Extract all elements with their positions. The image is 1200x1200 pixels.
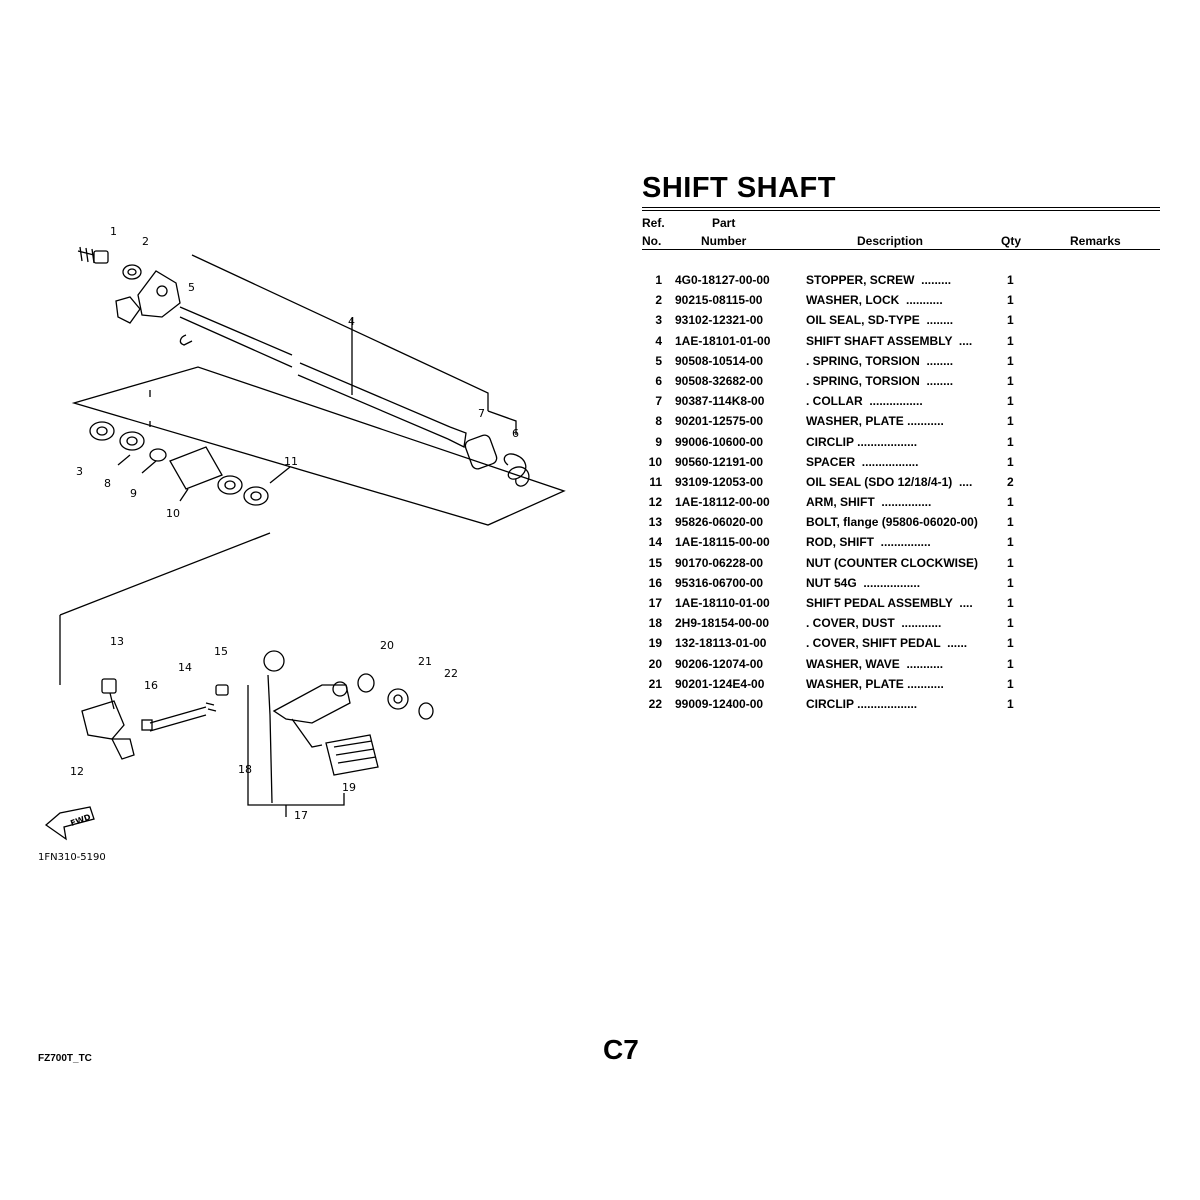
part-number-cell: 90201-124E4-00 [675, 676, 765, 691]
part-number-cell: 90170-06228-00 [675, 555, 764, 570]
qty-cell: 1 [1007, 676, 1014, 691]
callout-14: 14 [178, 661, 192, 674]
circlip-22-part [419, 703, 433, 719]
detail-frame-oilseal [74, 367, 564, 525]
counter-nut-part [216, 685, 228, 695]
callout-17: 17 [294, 809, 308, 822]
ref-no-cell: 7 [655, 394, 662, 409]
callout-5: 5 [188, 281, 195, 294]
fwd-label: FWD [69, 812, 92, 829]
table-row [642, 595, 1160, 615]
description-cell: . COLLAR ................ [806, 394, 923, 409]
assembly-bracket-4 [192, 255, 488, 411]
callout-9: 9 [130, 487, 137, 500]
header-number: Number [701, 234, 747, 248]
ref-no-cell: 15 [648, 555, 662, 570]
diagram-svg [30, 215, 590, 875]
header-rule [642, 249, 1160, 250]
qty-cell: 1 [1007, 555, 1014, 570]
page-title: SHIFT SHAFT [642, 172, 836, 204]
qty-cell: 1 [1007, 515, 1014, 530]
part-number-cell: 2H9-18154-00-00 [675, 616, 770, 631]
part-number-cell: 93102-12321-00 [675, 313, 764, 328]
description-cell: . SPRING, TORSION ........ [806, 353, 954, 368]
description-cell: OIL SEAL (SDO 12/18/4-1) .... [806, 474, 973, 489]
header-qty: Qty [1001, 234, 1022, 248]
shift-rod-part [150, 707, 206, 731]
description-cell: WASHER, PLATE ........... [806, 676, 944, 691]
part-number-cell: 1AE-18112-00-00 [675, 495, 770, 510]
description-cell: . COVER, DUST ............ [806, 616, 942, 631]
table-row [642, 413, 1160, 433]
shift-pedal-arm [274, 685, 350, 723]
part-number-cell: 90387-114K8-00 [675, 394, 765, 409]
description-cell: SHIFT SHAFT ASSEMBLY .... [806, 333, 973, 348]
ref-no-cell: 9 [655, 434, 662, 449]
part-number-cell: 1AE-18115-00-00 [675, 535, 770, 550]
table-row [642, 393, 1160, 413]
callout-15: 15 [214, 645, 228, 658]
page-number: C7 [603, 1034, 639, 1065]
table-row [642, 656, 1160, 676]
qty-cell: 1 [1007, 575, 1014, 590]
part-number-cell: 99009-12400-00 [675, 696, 764, 711]
part-number-cell: 132-18113-01-00 [675, 636, 767, 651]
table-row [642, 434, 1160, 454]
table-row [642, 575, 1160, 595]
ref-no-cell: 18 [648, 616, 662, 631]
callout-4: 4 [348, 315, 355, 328]
callout-22: 22 [444, 667, 458, 680]
table-row [642, 555, 1160, 575]
spacer-part [170, 447, 222, 489]
ref-no-cell: 1 [655, 273, 662, 287]
callout-8: 8 [104, 477, 111, 490]
part-number-cell: 4G0-18127-00-00 [675, 273, 770, 287]
table-row [642, 494, 1160, 514]
ref-no-cell: 12 [648, 495, 662, 510]
header-part: Part [712, 216, 736, 230]
ref-no-cell: 2 [655, 293, 662, 308]
qty-cell: 1 [1007, 656, 1014, 671]
table-row [642, 292, 1160, 312]
circlip-part [150, 449, 166, 461]
callout-1: 1 [110, 225, 117, 238]
description-cell: ROD, SHIFT ............... [806, 535, 931, 550]
description-cell: CIRCLIP .................. [806, 434, 918, 449]
description-cell: . COVER, SHIFT PEDAL ...... [806, 636, 968, 651]
wave-washer-part [358, 674, 374, 692]
qty-cell: 1 [1007, 636, 1014, 651]
torsion-spring-large [504, 454, 529, 486]
oil-seal-part [90, 422, 114, 440]
plate-washer-21-part [388, 689, 408, 709]
description-cell: ARM, SHIFT ............... [806, 495, 932, 510]
ref-no-cell: 11 [649, 474, 662, 489]
description-cell: STOPPER, SCREW ......... [806, 273, 952, 287]
qty-cell: 1 [1007, 616, 1014, 631]
torsion-spring-small [180, 335, 192, 345]
shaft-section-b [298, 363, 450, 439]
callout-21: 21 [418, 655, 432, 668]
qty-cell: 1 [1007, 313, 1014, 328]
qty-cell: 1 [1007, 535, 1014, 550]
table-row [642, 635, 1160, 655]
qty-cell: 1 [1007, 434, 1014, 449]
ref-no-cell: 13 [648, 515, 662, 530]
description-cell: . SPRING, TORSION ........ [806, 373, 954, 388]
description-cell: CIRCLIP .................. [806, 696, 918, 711]
part-number-cell: 90201-12575-00 [675, 414, 764, 429]
table-row [642, 333, 1160, 353]
ref-no-cell: 16 [648, 575, 662, 590]
shift-lever-plate [138, 271, 180, 317]
qty-cell: 1 [1007, 414, 1014, 429]
ref-no-cell: 6 [655, 373, 662, 388]
ref-no-cell: 5 [655, 353, 662, 368]
parts-table-body [642, 272, 1160, 716]
callout-16: 16 [144, 679, 158, 692]
model-code: FZ700T_TC [38, 1053, 92, 1064]
collar-part [464, 433, 499, 470]
plate-washer-part [120, 432, 144, 450]
callout-7: 7 [478, 407, 485, 420]
ref-no-cell: 17 [648, 596, 662, 610]
ref-no-cell: 8 [655, 414, 662, 429]
ref-no-cell: 10 [648, 454, 662, 469]
part-number-cell: 90206-12074-00 [675, 656, 764, 671]
table-row [642, 272, 1160, 292]
stopper-screw-head [94, 251, 108, 263]
table-row [642, 312, 1160, 332]
callout-11: 11 [284, 455, 298, 468]
part-number-cell: 1AE-18110-01-00 [675, 596, 770, 610]
shaft-section-a [180, 307, 292, 367]
header-ref: Ref. [642, 216, 665, 230]
callout-13: 13 [110, 635, 124, 648]
nut-54g-part [142, 720, 152, 730]
drawing-code: 1FN310-5190 [38, 852, 106, 863]
callout-10: 10 [166, 507, 180, 520]
qty-cell: 1 [1007, 293, 1014, 308]
qty-cell: 1 [1007, 394, 1014, 409]
description-cell: WASHER, LOCK ........... [806, 293, 943, 308]
part-number-cell: 99006-10600-00 [675, 434, 764, 449]
dust-cover-part [264, 651, 284, 671]
description-cell: SHIFT PEDAL ASSEMBLY .... [806, 596, 973, 610]
header-no: No. [642, 234, 662, 248]
part-number-cell: 90215-08115-00 [675, 293, 763, 308]
description-cell: NUT 54G ................. [806, 575, 921, 590]
qty-cell: 2 [1007, 474, 1014, 489]
qty-cell: 1 [1007, 454, 1014, 469]
qty-cell: 1 [1007, 596, 1014, 610]
callout-20: 20 [380, 639, 394, 652]
table-row [642, 615, 1160, 635]
title-rule [642, 207, 1160, 208]
ref-no-cell: 14 [648, 535, 662, 550]
part-number-cell: 95316-06700-00 [675, 575, 764, 590]
qty-cell: 1 [1007, 373, 1014, 388]
part-number-cell: 93109-12053-00 [675, 474, 764, 489]
part-number-cell: 1AE-18101-01-00 [675, 333, 771, 348]
description-cell: BOLT, flange (95806-06020-00) [806, 515, 978, 530]
qty-cell: 1 [1007, 353, 1014, 368]
ref-no-cell: 4 [655, 333, 662, 348]
part-number-cell: 95826-06020-00 [675, 515, 764, 530]
callout-3: 3 [76, 465, 83, 478]
shift-shaft-arm [116, 297, 140, 323]
qty-cell: 1 [1007, 495, 1014, 510]
title-rule-double [642, 210, 1160, 211]
ref-no-cell: 21 [648, 676, 662, 691]
shift-arm-part [82, 701, 124, 739]
callout-12: 12 [70, 765, 84, 778]
description-cell: OIL SEAL, SD-TYPE ........ [806, 313, 954, 328]
stopper-screw-part [78, 247, 94, 263]
header-remarks: Remarks [1070, 234, 1121, 248]
table-row [642, 454, 1160, 474]
qty-cell: 1 [1007, 696, 1014, 711]
table-row [642, 676, 1160, 696]
table-row [642, 514, 1160, 534]
description-cell: WASHER, WAVE ........... [806, 656, 944, 671]
assembly-bracket-17 [248, 685, 344, 805]
table-row [642, 534, 1160, 554]
lock-washer-part [123, 265, 141, 279]
callout-2: 2 [142, 235, 149, 248]
qty-cell: 1 [1007, 333, 1014, 348]
table-row [642, 353, 1160, 373]
description-cell: WASHER, PLATE ........... [806, 414, 944, 429]
exploded-parts-diagram [30, 215, 590, 875]
ref-no-cell: 3 [655, 313, 662, 328]
ref-no-cell: 19 [648, 636, 662, 651]
table-row [642, 696, 1160, 716]
header-description: Description [857, 234, 924, 248]
ref-no-cell: 22 [648, 696, 662, 711]
description-cell: SPACER ................. [806, 454, 919, 469]
callout-18: 18 [238, 763, 252, 776]
table-row [642, 373, 1160, 393]
part-number-cell: 90508-10514-00 [675, 353, 764, 368]
ref-no-cell: 20 [648, 656, 662, 671]
callout-19: 19 [342, 781, 356, 794]
part-number-cell: 90560-12191-00 [675, 454, 764, 469]
callout-6: 6 [512, 427, 519, 440]
description-cell: NUT (COUNTER CLOCKWISE) [806, 555, 978, 570]
part-number-cell: 90508-32682-00 [675, 373, 764, 388]
oil-seal-11b [244, 487, 268, 505]
qty-cell: 1 [1007, 273, 1014, 287]
leader-line-arm [60, 533, 270, 615]
oil-seal-11a [218, 476, 242, 494]
table-row [642, 474, 1160, 494]
